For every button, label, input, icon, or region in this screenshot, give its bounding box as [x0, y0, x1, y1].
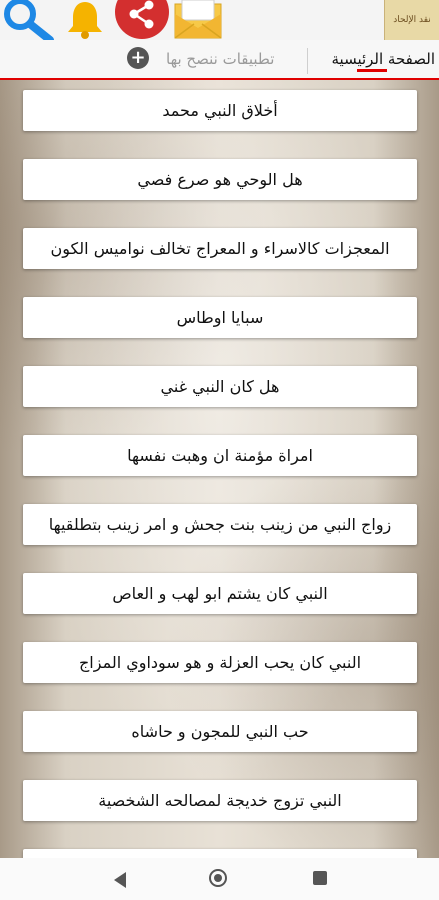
mail-icon[interactable] — [172, 0, 224, 40]
top-toolbar — [0, 0, 439, 40]
list-item[interactable]: زواج النبي من زينب بنت جحش و امر زينب بتطلقيها — [23, 504, 417, 545]
list-item[interactable]: امراة مؤمنة ان وهبت نفسها — [23, 435, 417, 476]
list-item-partial[interactable] — [23, 849, 417, 858]
system-nav-bar — [0, 858, 439, 900]
add-icon[interactable]: + — [127, 47, 149, 69]
list-item[interactable]: المعجزات كالاسراء و المعراج تخالف نواميس الكون — [23, 228, 417, 269]
back-icon[interactable] — [114, 872, 126, 888]
tab-home[interactable]: الصفحة الرئيسية — [331, 50, 435, 68]
app-logo — [384, 0, 439, 40]
list-item[interactable]: النبي كان يحب العزلة و هو سوداوي المزاج — [23, 642, 417, 683]
list-item[interactable]: النبي كان يشتم ابو لهب و العاص — [23, 573, 417, 614]
app-logo-text: نقد الإلحاد — [393, 15, 431, 25]
list-item[interactable]: النبي تزوج خديجة لمصالحه الشخصية — [23, 780, 417, 821]
list-item[interactable]: حب النبي للمجون و حاشاه — [23, 711, 417, 752]
topic-list — [23, 90, 417, 858]
list-item[interactable]: هل كان النبي غني — [23, 366, 417, 407]
list-item[interactable]: سبايا اوطاس — [23, 297, 417, 338]
search-icon[interactable] — [0, 0, 60, 40]
home-icon[interactable] — [209, 869, 227, 887]
share-icon[interactable] — [114, 0, 170, 40]
list-item[interactable]: أخلاق النبي محمد — [23, 90, 417, 131]
bell-icon[interactable] — [62, 0, 108, 40]
recents-icon[interactable] — [313, 871, 327, 885]
tab-divider — [307, 48, 308, 74]
list-item[interactable]: هل الوحي هو صرع فصي — [23, 159, 417, 200]
active-tab-indicator — [357, 69, 387, 72]
tab-recommended-apps[interactable]: تطبيقات ننصح بها — [166, 50, 275, 68]
content-area — [0, 80, 439, 858]
